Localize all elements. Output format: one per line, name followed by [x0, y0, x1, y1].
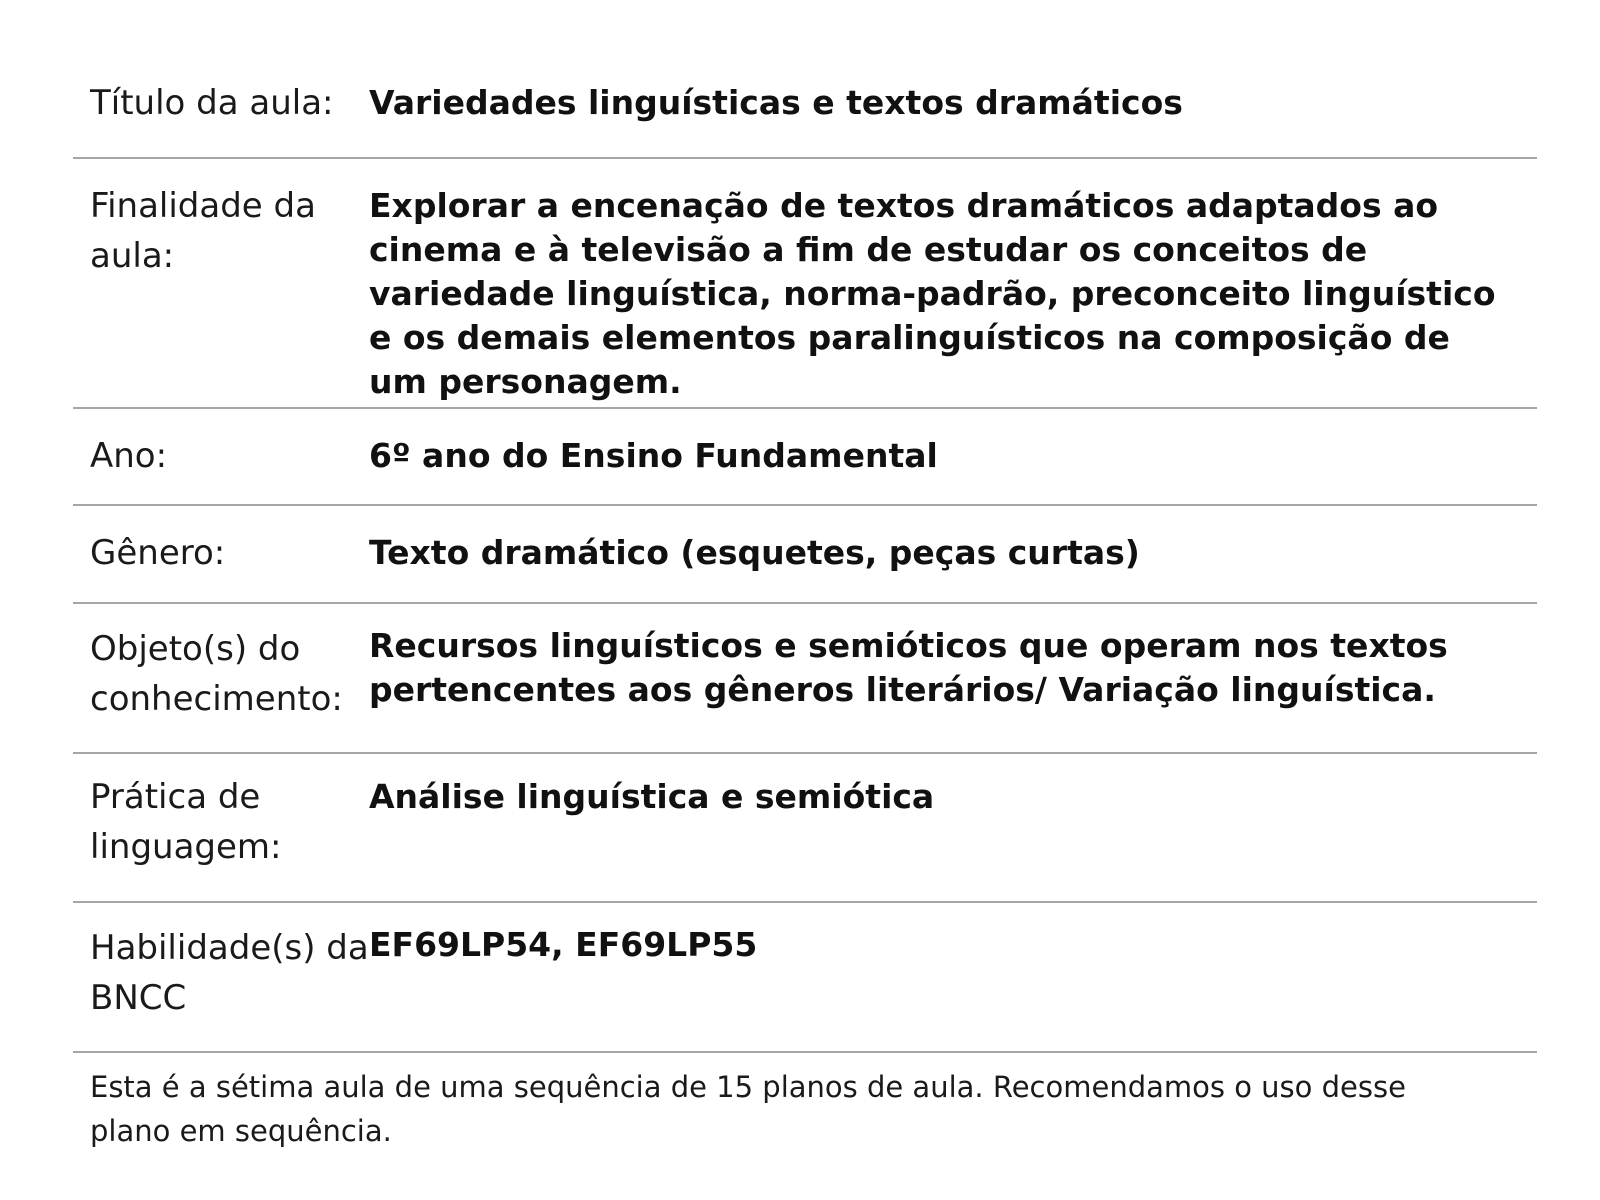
row-finalidade [73, 159, 1537, 409]
row-value-titulo: Variedades linguísticas e textos dramáticos [369, 83, 1183, 122]
row-titulo [73, 48, 1537, 159]
row-label-titulo: Título da aula: [90, 83, 334, 123]
sequence-note: Esta é a sétima aula de uma sequência de 15 planos de aula. Recomendamos o uso desse plano em sequência. [90, 1070, 1406, 1148]
row-value-genero: Texto dramático (esquetes, peças curtas) [369, 533, 1140, 572]
row-value-objeto: Recursos linguísticos e semióticos que operam nos textos pertencentes aos gêneros literários/ Variação linguística. [369, 626, 1448, 709]
lesson-info-table [73, 48, 1537, 1153]
row-value-pratica: Análise linguística e semiótica [369, 777, 935, 816]
row-label-ano: Ano: [90, 436, 168, 476]
row-objeto [73, 604, 1537, 754]
row-label-genero: Gênero: [90, 533, 226, 573]
row-label-habilidade: Habilidade(s) da BNCC [90, 928, 369, 1018]
row-value-finalidade: Explorar a encenação de textos dramáticos adaptados ao cinema e à televisão a fim de estudar os conceitos de variedade linguística, norma-padrão, preconceito linguístico e os demais elementos paralinguísticos na composição de um personagem. [369, 186, 1496, 401]
row-pratica [73, 754, 1537, 903]
row-label-pratica: Prática de linguagem: [90, 777, 282, 867]
row-genero [73, 506, 1537, 604]
row-label-finalidade: Finalidade da aula: [90, 186, 316, 276]
row-value-ano: 6º ano do Ensino Fundamental [369, 436, 938, 475]
row-value-habilidade: EF69LP54, EF69LP55 [369, 925, 758, 964]
row-habilidade [73, 903, 1537, 1053]
row-label-objeto: Objeto(s) do conhecimento: [90, 629, 343, 719]
row-ano [73, 409, 1537, 506]
